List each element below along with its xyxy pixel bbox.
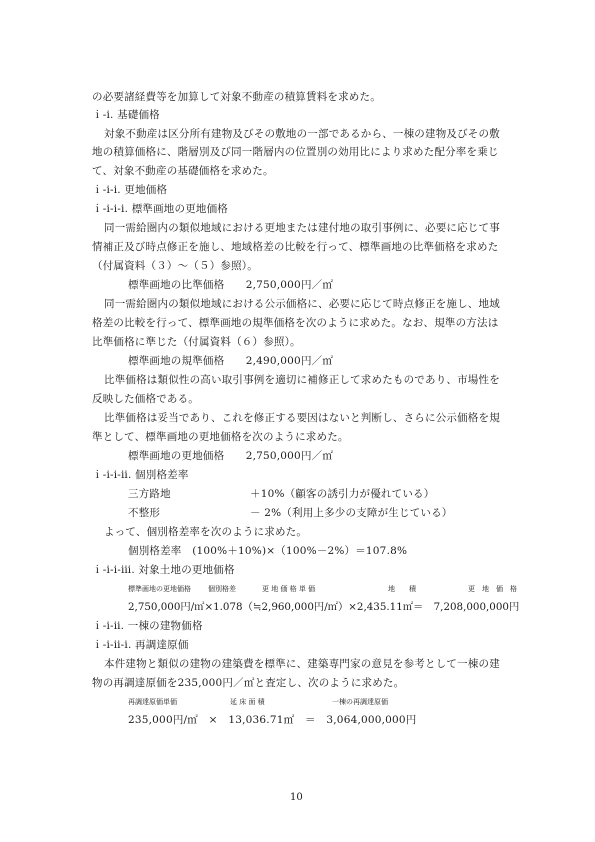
factor-value: － 2%（利用上多少の支障が生じている）	[250, 507, 453, 519]
factor-label: 不整形	[128, 507, 161, 519]
heading: ｉ-ⅰ-ⅰ-ⅰ. 標準画地の更地価格	[92, 203, 228, 215]
heading: ｉ-ⅰ-ⅰ-ⅱ. 個別格差率	[92, 469, 189, 481]
formula-line: 235,000円/㎡ × 13,036.71㎡ ＝ 3,064,000,000円	[128, 714, 417, 726]
factor-label: 三方路地	[128, 488, 171, 500]
text-line: 格差の比較を行って、標準画地の規準価格を次のように求めた。なお、規準の方法は	[92, 317, 499, 329]
heading: ｉ-ⅰ-ⅱ-ⅰ. 再調達原価	[92, 639, 189, 651]
heading: ｉ-ⅰ. 基礎価格	[92, 109, 160, 121]
text-line: 比準価格は妥当であり、これを修正する要因はないと判断し、さらに公示価格を規	[104, 412, 500, 424]
heading: ｉ-ⅰ-ⅰ-ⅲ. 対象土地の更地価格	[92, 564, 235, 576]
text-line: 反映した価格である。	[92, 393, 199, 405]
text-line: 対象不動産は区分所有建物及びその敷地の一部であるから、一棟の建物及びその敷	[104, 128, 500, 140]
column-header: 一棟の再調達原価	[332, 698, 388, 706]
heading: ｉ-ⅰ-ⅱ. 一棟の建物価格	[92, 620, 203, 632]
text-line: 地の積算価格に、階層別及び同一階層内の位置別の効用比により求めた配分率を乗じ	[92, 146, 499, 158]
price-line: 標準画地の更地価格 2,750,000円／㎡	[128, 450, 334, 462]
text-line: て、対象不動産の基礎価格を求めた。	[92, 165, 274, 177]
text-line: 物の再調達原価を235,000円／㎡と査定し、次のように求めた。	[92, 677, 405, 689]
text-line: の必要諸経費等を加算して対象不動産の積算賃料を求めた。	[92, 91, 381, 103]
column-header: 更 地 価 格 単 価	[262, 585, 316, 593]
text-line: 本件建物と類似の建物の建築費を標準に、建築専門家の意見を参考として一棟の建	[104, 658, 500, 670]
formula-line: 2,750,000円/㎡×1.078（≒2,960,000円/㎡）×2,435.11㎡＝ 7,208,000,000円	[128, 601, 520, 613]
text-line: 情補正及び時点修正を施し、地域格差の比較を行って、標準画地の比準価格を求めた	[92, 241, 499, 253]
column-header: 標準画地の更地価格	[128, 585, 191, 593]
text-line: よって、個別格差率を次のように求めた。	[104, 526, 308, 538]
formula-line: 個別格差率 (100%＋10%)×（100%－2%）＝107.8%	[128, 545, 408, 557]
price-line: 標準画地の規準価格 2,490,000円／㎡	[128, 355, 334, 367]
text-line: 準として、標準画地の更地価格を次のように求めた。	[92, 431, 349, 443]
heading: ｉ-ⅰ-ⅰ. 更地価格	[92, 184, 168, 196]
column-header: 個別格差	[208, 585, 236, 593]
page-number: 10	[290, 792, 303, 803]
text-line: 同一需給圏内の類似地域における公示価格に、必要に応じて時点修正を施し、地域	[104, 298, 500, 310]
column-header: 更 地 価 格	[468, 585, 517, 593]
factor-value: ＋10%（顧客の誘引力が優れている）	[250, 488, 435, 500]
text-line: 同一需給圏内の類似地域における更地または建付地の取引事例に、必要に応じて事	[104, 222, 500, 234]
column-header: 再調達原価単価	[128, 698, 177, 706]
text-line: 比準価格は類似性の高い取引事例を適切に補修正して求めたものであり、市場性を	[104, 374, 500, 386]
text-line: 比準価格に準じた（付属資料（６）参照）。	[92, 336, 301, 348]
column-header: 延 床 面 積	[230, 698, 265, 706]
text-line: （付属資料（３）～（５）参照）。	[92, 260, 258, 272]
price-line: 標準画地の比準価格 2,750,000円／㎡	[128, 279, 334, 291]
column-header: 地 積	[388, 585, 416, 593]
